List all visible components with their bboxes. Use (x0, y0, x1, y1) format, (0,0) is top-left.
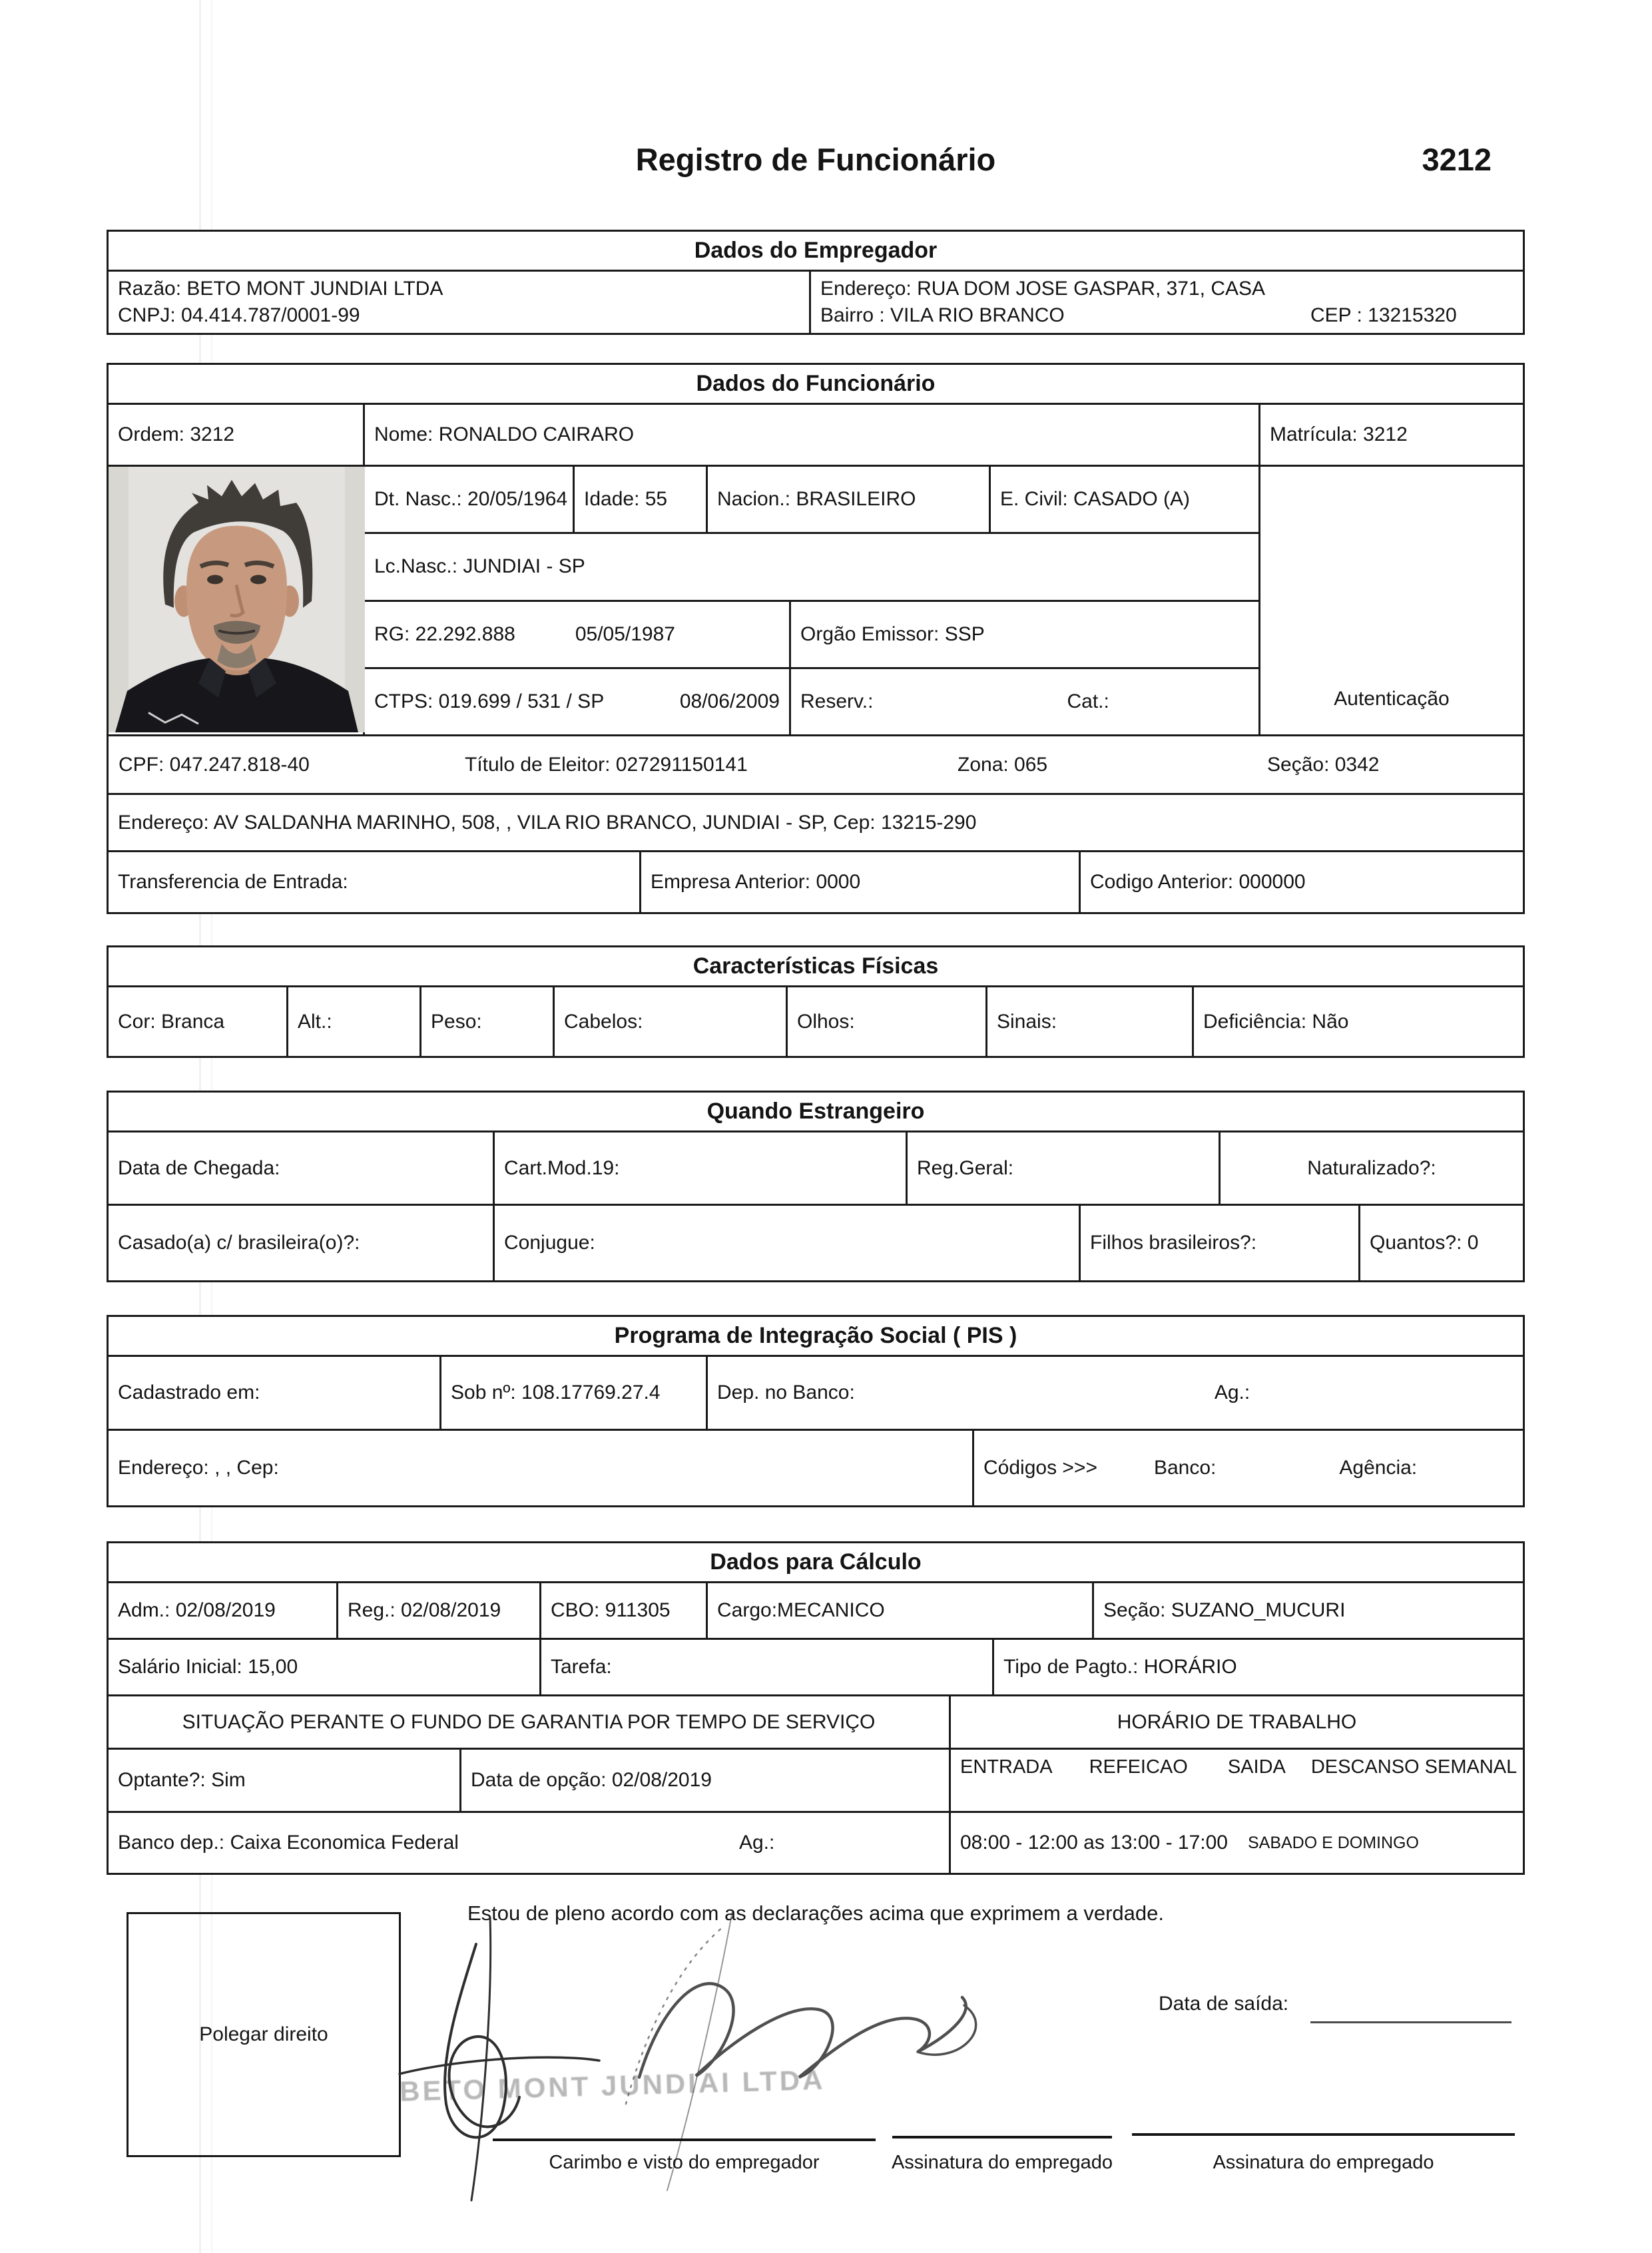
calc-cbo: CBO: 911305 (541, 1583, 708, 1638)
section-caracteristicas-title: Características Físicas (109, 947, 1523, 987)
funcionario-zona: Zona: 065 (958, 753, 1048, 776)
employee-signature-line-1 (892, 2136, 1112, 2138)
pis-codigos: Códigos >>> (983, 1457, 1097, 1479)
caract-deficiencia: Deficiência: Não (1203, 1010, 1349, 1033)
pis-banco: Banco: (1153, 1457, 1217, 1479)
funcionario-empresa-anterior: Empresa Anterior: 0000 (641, 852, 1081, 912)
funcionario-orgao-emissor: Orgão Emissor: SSP (800, 623, 985, 645)
right-thumb-label: Polegar direito (199, 2023, 328, 2045)
section-empregador (107, 230, 1525, 335)
caract-cabelos: Cabelos: (555, 987, 788, 1056)
funcionario-endereco: Endereço: AV SALDANHA MARINHO, 508, , VILA RIO BRANCO, JUNDIAI - SP, Cep: 13215-290 (118, 811, 977, 834)
funcionario-titulo-eleitor: Título de Eleitor: 027291150141 (465, 753, 748, 776)
empregador-cep: CEP : 13215320 (1310, 304, 1457, 326)
empregador-left-cell (109, 272, 811, 333)
funcionario-idade: Idade: 55 (575, 467, 708, 532)
funcionario-nome: Nome: RONALDO CAIRARO (365, 405, 1260, 465)
agreement-statement: Estou de pleno acordo com as declarações acima que exprimem a verdade. (467, 1901, 1164, 1925)
section-estrangeiro (107, 1091, 1525, 1282)
funcionario-rg-data: 05/05/1987 (575, 623, 675, 645)
pis-codigos-cell (974, 1431, 1523, 1505)
funcionario-ctps: CTPS: 019.699 / 531 / SP (374, 690, 605, 712)
empregador-endereco: Endereço: RUA DOM JOSE GASPAR, 371, CASA (820, 278, 1266, 300)
funcionario-codigo-anterior: Codigo Anterior: 000000 (1090, 871, 1306, 893)
estr-filhos: Filhos brasileiros?: (1081, 1206, 1360, 1280)
calc-cargo: Cargo:MECANICO (708, 1583, 1094, 1638)
employee-signature-label-1: Assinatura do empregado (891, 2152, 1113, 2173)
pis-ag: Ag.: (1214, 1381, 1250, 1403)
calc-banco-dep-cell (109, 1813, 951, 1873)
calc-horario-valor-cell (951, 1813, 1523, 1873)
calc-ag: Ag.: (738, 1832, 775, 1854)
employer-signature-line (493, 2138, 876, 2141)
empregador-right-cell (811, 272, 1523, 333)
section-pis-title: Programa de Integração Social ( PIS ) (109, 1317, 1523, 1357)
funcionario-reserv: Reserv.: (800, 690, 874, 712)
calc-descanso-valor: SABADO E DOMINGO (1247, 1833, 1419, 1852)
calc-salario: Salário Inicial: 15,00 (109, 1640, 541, 1694)
funcionario-lc-nasc: Lc.Nasc.: JUNDIAI - SP (374, 555, 585, 578)
funcionario-ordem: Ordem: 3212 (109, 405, 365, 465)
empregador-bairro: Bairro : VILA RIO BRANCO (820, 304, 1065, 326)
employee-photo-image (109, 467, 365, 732)
funcionario-ctps-cell (365, 669, 791, 734)
estr-data-chegada: Data de Chegada: (109, 1132, 495, 1204)
calc-data-opcao: Data de opção: 02/08/2019 (461, 1750, 951, 1811)
section-estrangeiro-title: Quando Estrangeiro (109, 1093, 1523, 1132)
estr-casado: Casado(a) c/ brasileira(o)?: (109, 1206, 495, 1280)
estr-quantos: Quantos?: 0 (1370, 1232, 1479, 1254)
pis-endereco: Endereço: , , Cep: (109, 1431, 974, 1505)
estr-naturalizado: Naturalizado?: (1307, 1156, 1436, 1179)
funcionario-rg: RG: 22.292.888 (374, 623, 515, 645)
funcionario-reserv-cell (791, 669, 1258, 734)
calc-tarefa: Tarefa: (541, 1640, 994, 1694)
funcionario-secao: Seção: 0342 (1267, 753, 1380, 776)
empregador-cnpj: CNPJ: 04.414.787/0001-99 (118, 304, 360, 326)
calc-col-refeicao: REFEICAO (1089, 1756, 1188, 1778)
funcionario-autenticacao: Autenticação (1334, 688, 1450, 710)
caract-alt: Alt.: (288, 987, 421, 1056)
caract-cor: Cor: Branca (109, 987, 288, 1056)
funcionario-matricula: Matrícula: 3212 (1270, 423, 1408, 445)
section-caracteristicas (107, 945, 1525, 1058)
funcionario-dt-nasc: Dt. Nasc.: 20/05/1964 (365, 467, 575, 532)
estr-cart-mod: Cart.Mod.19: (495, 1132, 908, 1204)
exit-date-line (1310, 2021, 1512, 2023)
calc-col-descanso: DESCANSO SEMANAL (1310, 1756, 1517, 1778)
section-pis (107, 1315, 1525, 1507)
pis-dep-banco-cell (708, 1357, 1523, 1429)
employer-signature-label: Carimbo e visto do empregador (549, 2152, 820, 2173)
estr-conjugue: Conjugue: (495, 1206, 1081, 1280)
section-calculo-title: Dados para Cálculo (109, 1543, 1523, 1583)
section-funcionario (107, 363, 1525, 914)
page-title: Registro de Funcionário (635, 142, 996, 177)
calc-secao: Seção: SUZANO_MUCURI (1103, 1599, 1346, 1621)
funcionario-nacion: Nacion.: BRASILEIRO (708, 467, 991, 532)
calc-tipo-pagto: Tipo de Pagto.: HORÁRIO (1003, 1656, 1237, 1678)
employee-signature-label-2: Assinatura do empregado (1213, 2152, 1434, 2173)
funcionario-e-civil: E. Civil: CASADO (A) (1000, 488, 1191, 511)
section-funcionario-title: Dados do Funcionário (109, 365, 1523, 405)
empregador-razao: Razão: BETO MONT JUNDIAI LTDA (118, 278, 443, 300)
caract-peso: Peso: (421, 987, 555, 1056)
funcionario-transferencia: Transferencia de Entrada: (109, 852, 641, 912)
pis-cadastrado: Cadastrado em: (109, 1357, 441, 1429)
pis-agencia: Agência: (1339, 1457, 1418, 1479)
calc-banco-dep: Banco dep.: Caixa Economica Federal (118, 1832, 459, 1854)
funcionario-rg-cell (365, 602, 791, 667)
calc-horario-valor: 08:00 - 12:00 as 13:00 - 17:00 (960, 1832, 1228, 1854)
section-calculo (107, 1541, 1525, 1875)
calc-fgts-title: SITUAÇÃO PERANTE O FUNDO DE GARANTIA POR TEMPO DE SERVIÇO (109, 1696, 951, 1748)
pis-dep-banco: Dep. no Banco: (717, 1381, 855, 1403)
calc-horario-cols (951, 1750, 1523, 1811)
funcionario-detail-grid (365, 467, 1260, 734)
employee-photo (109, 467, 365, 734)
caract-olhos: Olhos: (788, 987, 987, 1056)
calc-optante: Optante?: Sim (109, 1750, 461, 1811)
caract-sinais: Sinais: (987, 987, 1194, 1056)
exit-date-label: Data de saída: (1159, 1993, 1289, 2015)
calc-adm: Adm.: 02/08/2019 (109, 1583, 338, 1638)
estr-reg-geral: Reg.Geral: (908, 1132, 1221, 1204)
calc-horario-title: HORÁRIO DE TRABALHO (1117, 1710, 1357, 1733)
employee-signature-scribble (626, 1911, 976, 2190)
funcionario-cat: Cat.: (1067, 690, 1109, 712)
page-number: 3212 (1422, 142, 1492, 177)
calc-col-entrada: ENTRADA (960, 1756, 1053, 1778)
employee-signature-line-2 (1132, 2133, 1515, 2136)
funcionario-ctps-data: 08/06/2009 (679, 690, 780, 712)
funcionario-cpf-row (109, 736, 1523, 795)
pis-sob-no: Sob nº: 108.17769.27.4 (441, 1357, 708, 1429)
employer-stamp: BETO MONT JUNDIAI LTDA (399, 2063, 826, 2107)
calc-reg: Reg.: 02/08/2019 (338, 1583, 541, 1638)
right-thumb-box (127, 1912, 401, 2157)
calc-col-saida: SAIDA (1227, 1756, 1286, 1778)
section-empregador-title: Dados do Empregador (109, 232, 1523, 272)
funcionario-cpf: CPF: 047.247.818-40 (119, 753, 310, 776)
